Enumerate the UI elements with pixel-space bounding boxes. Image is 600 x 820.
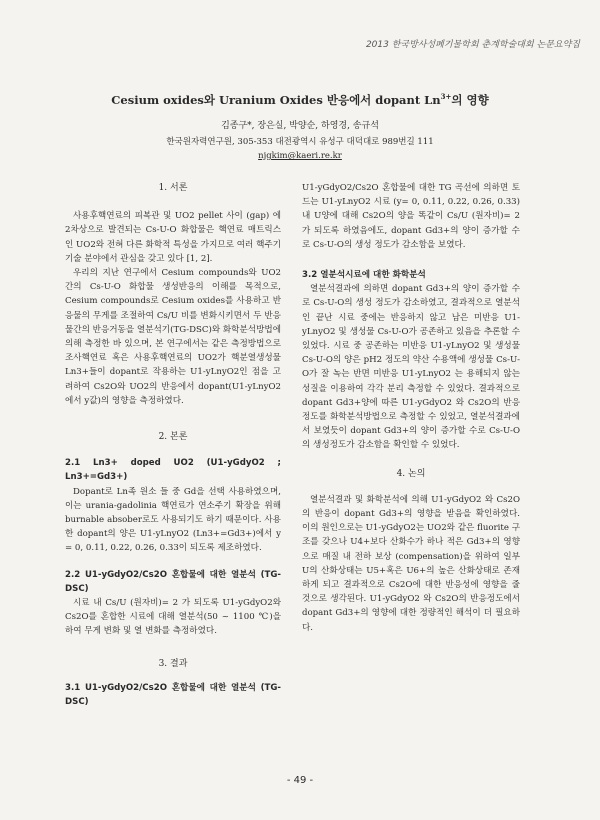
right-column (302, 181, 520, 635)
section-heading-results: 3. 결과 (158, 658, 188, 669)
page-number: - 49 - (286, 775, 314, 786)
discussion-paragraph: 열분석결과 및 화학분석에 의해 U1-yGdyO2 와 Cs2O의 반응이 dopant Gd3+의 영향을 받음을 확인하였다. 이의 원인으로는 U1-yGdyO2는 UO2와 같은 fluorite 구조를 갖으나 U4+보다 산화수가 하나 적은 Gd3+의 영향으로 매질 내 전하 보상 (compensation)을 위하여 일부 U의 산화상태는 U5+혹은 U6+의 높은 산화상태로 존재하게 되고 결과적으로 Cs2O에 대한 반응성에 영향을 줄 것으로 생각된다. U1-yGdyO2 와 Cs2O의 반응정도에서 dopant Gd3+의 영향에 대한 정량적인 해석이 더 필요하다. (302, 494, 520, 633)
subheading-3-1: 3.1 U1-yGdyO2/Cs2O 혼합물에 대한 열분석 (TG-DSC) (65, 682, 281, 708)
subheading-3-2: 3.2 열분석시료에 대한 화학분석 (302, 270, 426, 281)
intro-paragraph-2: 우리의 지난 연구에서 Cesium compounds와 UO2 간의 Cs-U-O 화합물 생성반응의 이해를 목적으로, Cesium compounds로 Cesium oxides를 사용하고 반응물의 무게를 조절하여 Cs/U 비를 변화시키면서 두 반응물간의 반응거동을 열분석기(TG-DSC)와 화학분석방법에 의해 측정한 바 있으며, 본 연구에서는 같은 측정방법으로 조사핵연료 혹은 사용후핵연료의 UO2가 핵분열생성물 Ln3+들이 dopant로 작용하는 U1-yLnyO2인 점을 고려하여 Cs2O와 UO2의 반응에서 dopant(U1-yLnyO2에서 y값)의 영향을 측정하였다. (65, 268, 281, 406)
section-heading-intro: 1. 서론 (158, 183, 188, 193)
subheading-2-2: 2.2 U1-yGdyO2/Cs2O 혼합물에 대한 열분석 (TG-DSC) (65, 569, 281, 594)
left-column (65, 181, 281, 709)
paragraph-2-1: Dopant로 Ln족 원소 들 중 Gd을 선택 사용하였으며, 이는 urania-gadolinia 핵연료가 연소주기 확장을 위해 burnable absober로도 사용되기도 하기 때문이다. 사용한 dopant의 양은 U1-yLnyO2 (Ln3+=Gd3+)에서 y = 0, 0.11, 0.22, 0.26, 0.33이 되도록 제조하였다. (65, 486, 281, 554)
email-link[interactable]: njgkim@kaeri.re.kr (258, 151, 342, 161)
paragraph-3-1: U1-yGdyO2/Cs2O 혼합물에 대한 TG 곡선에 의하면 토드는 U1-yLnyO2 시료 (y= 0, 0.11, 0.22, 0.26, 0.33) 내 U양에 대해 Cs2O의 양을 똑같이 Cs/U (원자비)= 2 가 되도록 하였음에도, dopant Gd3+의 양이 증가할 수로 Cs-U-O의 생성 정도가 감소함을 보였다. (302, 183, 520, 250)
section-heading-body: 2. 본론 (158, 432, 188, 443)
affiliation: 한국원자력연구원, 305-353 대전광역시 유성구 대덕대로 989번길 111 (166, 137, 434, 147)
paper-title: Cesium oxides와 Uranium Oxides 반응에서 dopant $Ln^{3+}$의 영향 (111, 92, 489, 107)
subheading-2-1: 2.1 Ln3+ doped UO2 (U1-yGdyO2 ; Ln3+=Gd3+) (65, 458, 281, 483)
paragraph-2-2: 시료 내 Cs/U (원자비)= 2 가 되도록 U1-yGdyO2와 Cs2O를 혼합한 시료에 대해 열분석(50 ~ 1100 ℃)을 하여 무게 변화 및 열 변화를 측정하였다. (65, 598, 281, 637)
running-header: 2013 한국방사성폐기물학회 춘계학술대회 논문요약집 (365, 40, 580, 50)
paragraph-3-2: 열분석결과에 의하면 dopant Gd3+의 양이 증가할 수로 Cs-U-O의 생성 정도가 감소하였고, 결과적으로 열분석인 끝난 시료 중에는 반응하지 않고 남은 미반응 U1-yLnyO2 및 생성물 Cs-U-O가 공존하고 있음을 추론할 수 있었다. 시료 중 공존하는 미반응 U1-yLnyO2 및 생성물 Cs-U-O의 양은 pH2 정도의 약산 수용액에 생성물 Cs-U-O가 잘 녹는 반면 미반응 U1-yLnyO2 는 용해되지 않는 성질을 이용하여 각각 분리 측정할 수 있었다. 결과적으로 dopant Gd3+양에 따른 U1-yGdyO2 와 Cs2O의 반응정도를 화학분석방법으로 측정할 수 있었고, 열분석결과에서 보였듯이 dopant Gd3+의 양이 증가할 수로 Cs-U-O의 생성정도가 감소함을 확인할 수 있었다. (302, 284, 520, 451)
author-list: 김종구*, 장은실, 박양순, 하영경, 송규석 (221, 121, 379, 131)
section-heading-discussion: 4. 논의 (396, 468, 426, 479)
intro-paragraph-1: 사용후핵연료의 피복관 및 UO2 pellet 사이 (gap) 에 2차상으로 발견되는 Cs-U-O 화합물은 핵연료 매트릭스인 UO2와 전혀 다른 화학적 특성을 가지므로 여러 핵주기 기술 분야에서 관심을 갖고 있다 [1, 2]. (65, 211, 281, 264)
